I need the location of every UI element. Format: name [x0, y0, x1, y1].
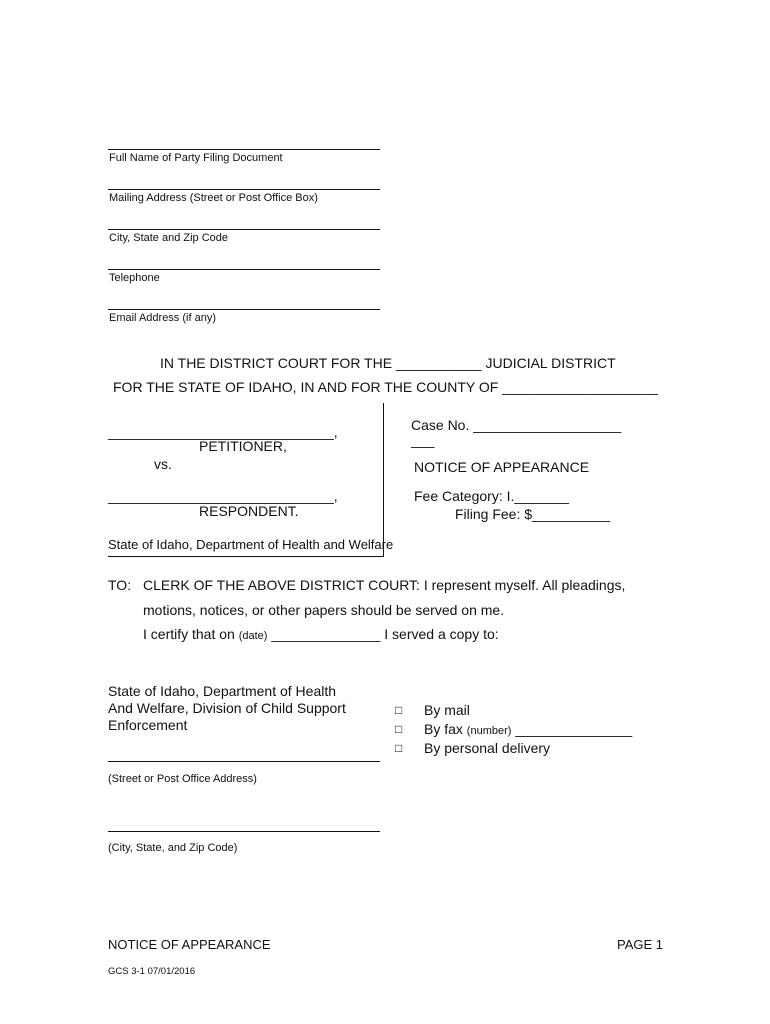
email-line[interactable]: [108, 309, 380, 310]
case-number-continuation: ___: [411, 432, 435, 448]
method-by-personal-delivery: By personal delivery: [424, 740, 551, 756]
email-label: Email Address (if any): [109, 312, 216, 324]
street-address-label: (Street or Post Office Address): [108, 773, 257, 785]
checkbox-icon[interactable]: □: [395, 741, 403, 755]
notice-line1: CLERK OF THE ABOVE DISTRICT COURT: I represent myself. All pleadings,: [143, 577, 626, 593]
certify-text: I certify that on: [143, 626, 235, 642]
petitioner-label: PETITIONER,: [199, 438, 287, 454]
mailing-address-line[interactable]: [108, 189, 380, 190]
filing-fee-field[interactable]: Filing Fee: $__________: [455, 506, 610, 522]
recipient-line3: Enforcement: [108, 717, 188, 733]
to-label: TO:: [108, 577, 132, 593]
method-by-fax-label: By fax: [424, 721, 463, 737]
third-party-label: State of Idaho, Department of Health and Welfare: [108, 537, 394, 552]
fee-category-field[interactable]: Fee Category: I._______: [414, 488, 569, 504]
page-number: PAGE 1: [617, 937, 664, 952]
telephone-label: Telephone: [109, 272, 160, 284]
city-state-zip-label: City, State and Zip Code: [109, 232, 229, 244]
checkbox-icon[interactable]: □: [395, 722, 403, 736]
recipient-line2: And Welfare, Division of Child Support: [108, 700, 346, 716]
method-by-mail: By mail: [424, 702, 470, 718]
respondent-name-field[interactable]: _____________________________,: [108, 488, 338, 504]
court-heading-line2: FOR THE STATE OF IDAHO, IN AND FOR THE COUNTY OF ____________________: [113, 379, 658, 395]
court-heading-line1: IN THE DISTRICT COURT FOR THE ___________ JUDICIAL DISTRICT: [160, 355, 616, 371]
caption-divider: [383, 403, 384, 557]
recipient-line1: State of Idaho, Department of Health: [108, 683, 337, 699]
mailing-address-label: Mailing Address (Street or Post Office Box): [109, 192, 318, 204]
certify-date-field[interactable]: ______________ I served a copy to:: [271, 626, 499, 642]
footer-title: NOTICE OF APPEARANCE: [108, 937, 271, 952]
city-state-zip-line[interactable]: [108, 229, 380, 230]
full-name-label: Full Name of Party Filing Document: [109, 152, 283, 164]
fax-number-note: (number): [466, 725, 512, 737]
city-zip-label: (City, State, and Zip Code): [108, 842, 238, 854]
certify-date-note: (date): [238, 630, 268, 642]
city-zip-line[interactable]: [108, 831, 380, 832]
respondent-label: RESPONDENT.: [199, 503, 299, 519]
method-by-fax: [424, 721, 632, 737]
versus-label: vs.: [154, 456, 172, 472]
fax-number-field[interactable]: _______________: [515, 721, 633, 737]
notice-line2: motions, notices, or other papers should be served on me.: [143, 602, 505, 618]
document-title: NOTICE OF APPEARANCE: [414, 459, 590, 475]
telephone-line[interactable]: [108, 269, 380, 270]
case-number-field[interactable]: Case No. ___________________: [411, 417, 622, 433]
caption-bottom-line: [108, 556, 384, 557]
certify-line: [143, 626, 499, 642]
checkbox-icon[interactable]: □: [395, 703, 403, 717]
petitioner-name-field[interactable]: _____________________________,: [108, 424, 338, 440]
form-id: GCS 3-1 07/01/2016: [108, 966, 196, 977]
street-address-line[interactable]: [108, 761, 380, 762]
full-name-line[interactable]: [108, 149, 380, 150]
